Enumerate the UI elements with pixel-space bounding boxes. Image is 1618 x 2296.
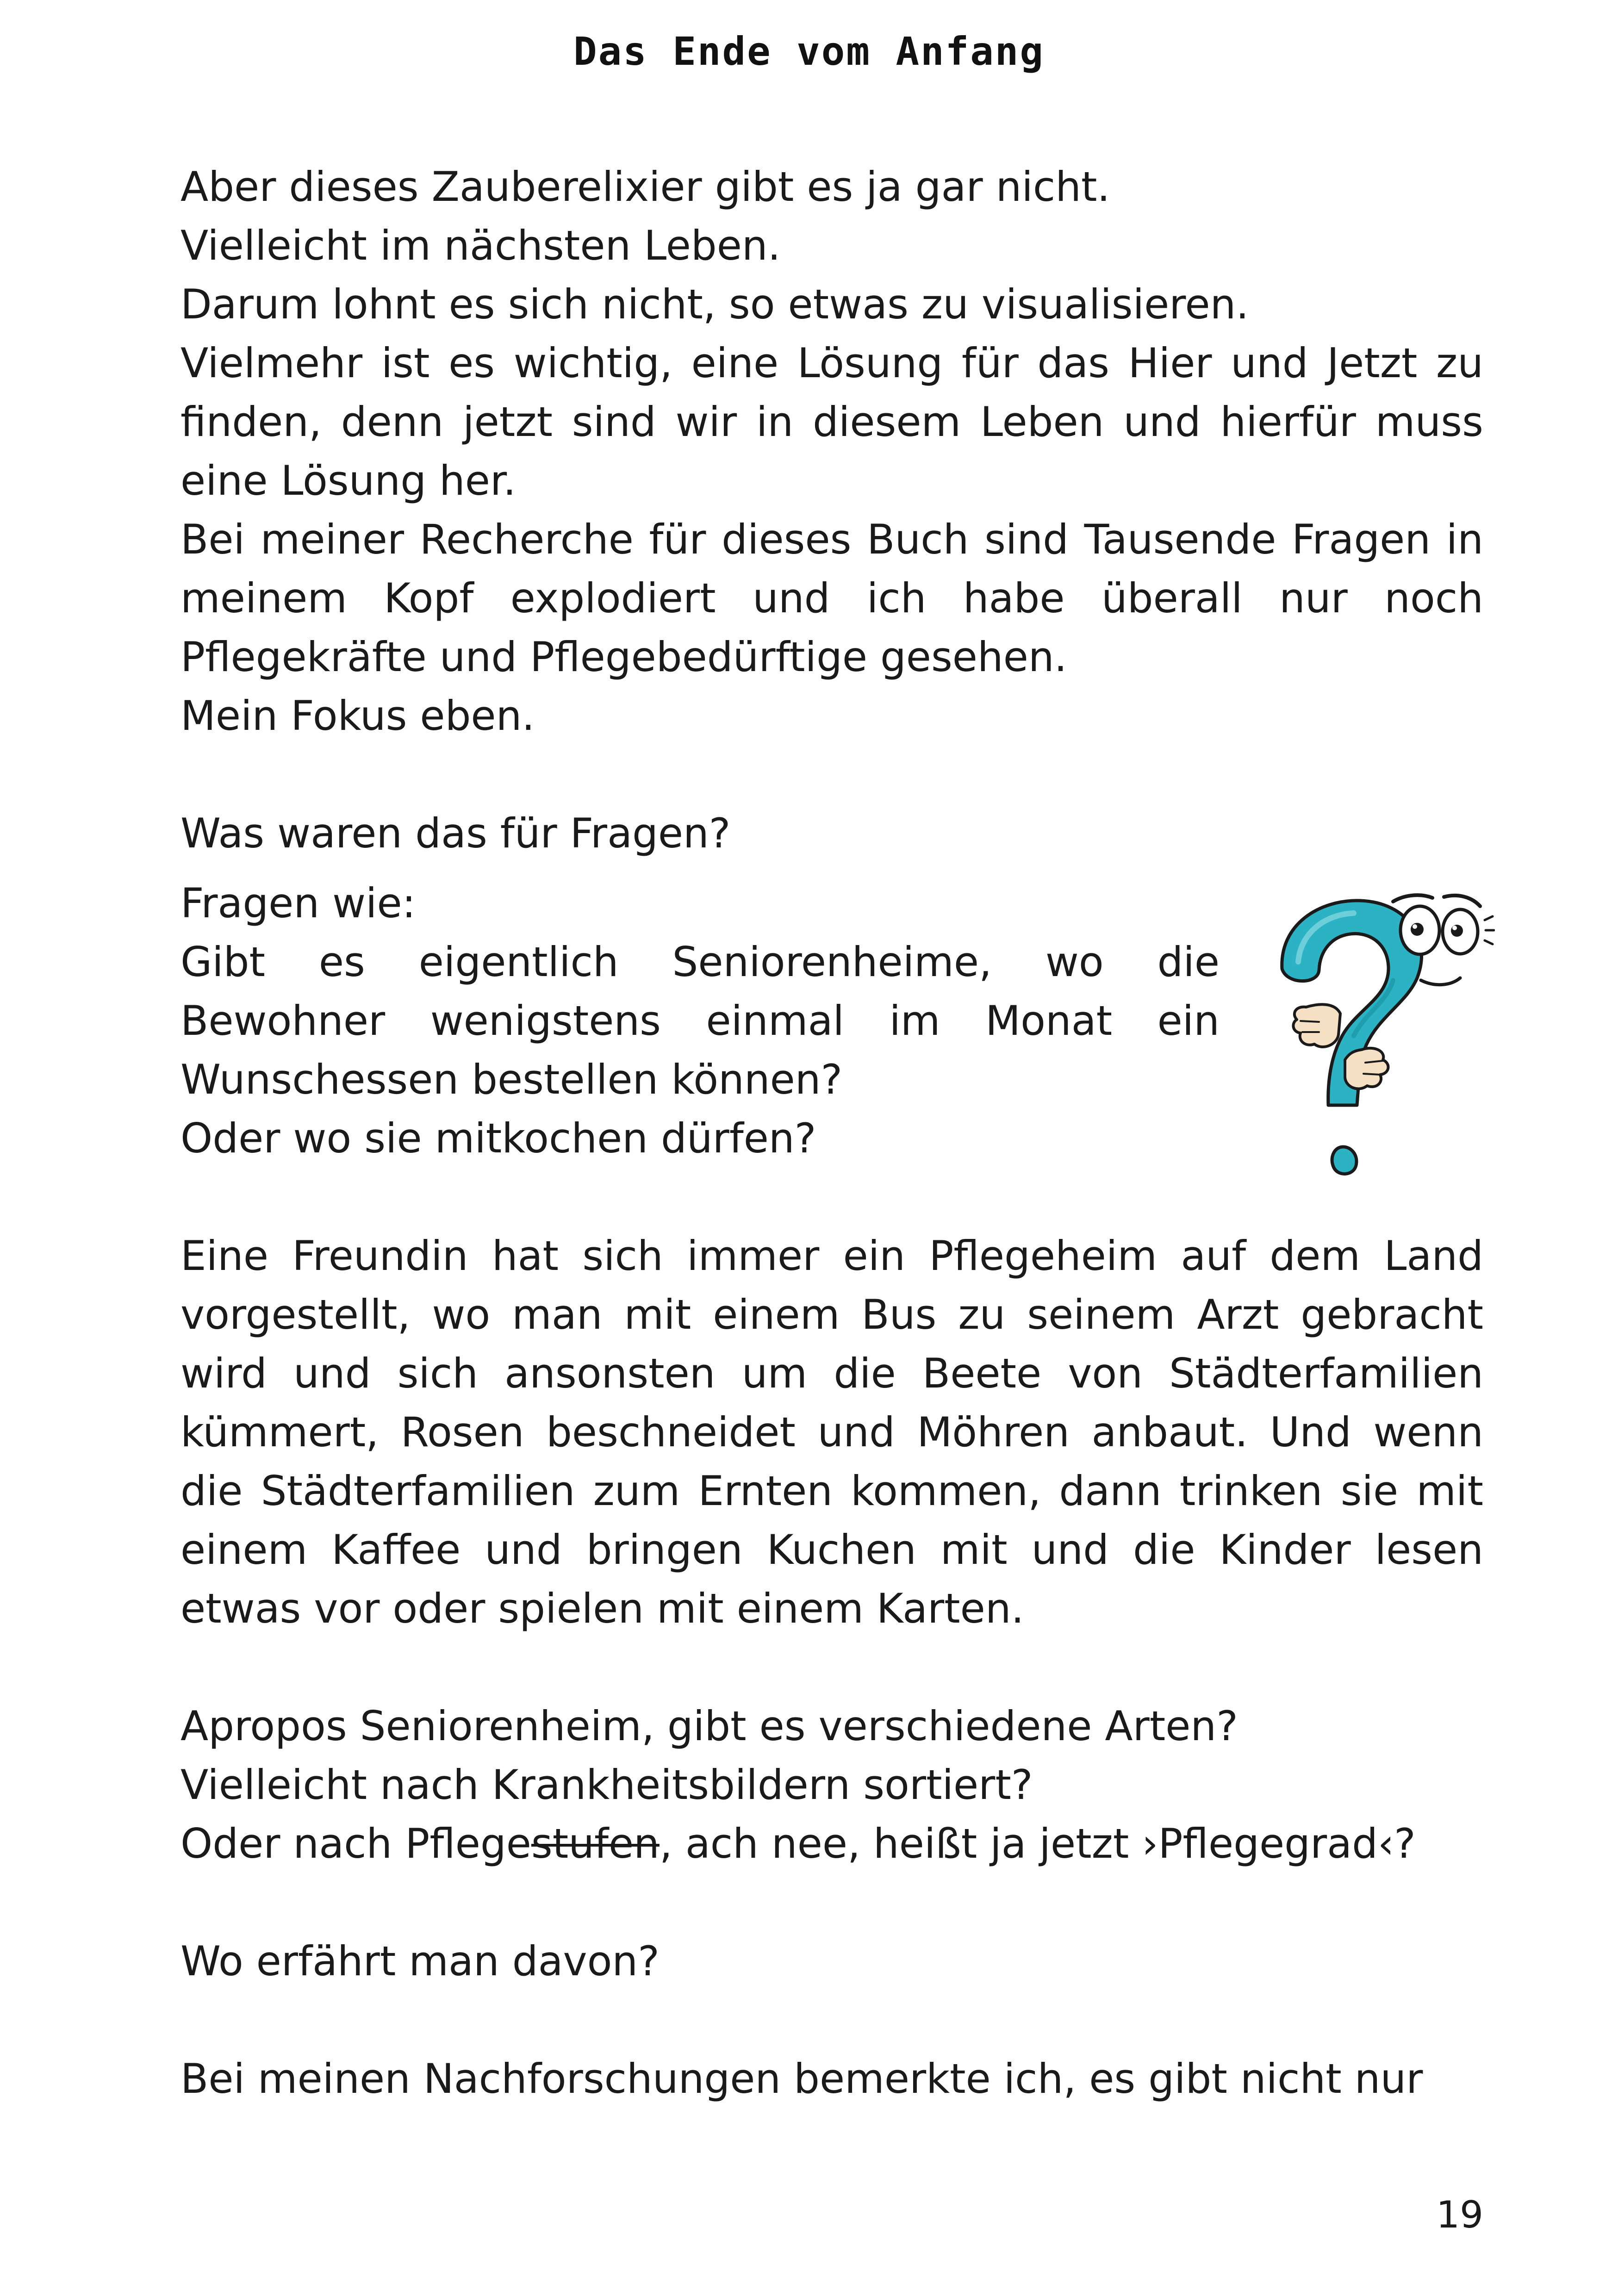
- paragraph: Oder wo sie mitkochen dürfen?: [180, 1114, 816, 1162]
- paragraph: Vielleicht im nächsten Leben.: [180, 222, 781, 269]
- running-title: Das Ende vom Anfang: [573, 29, 1045, 74]
- paragraph: Eine Freundin hat sich immer ein Pflegeheim auf dem Land vorgestellt, wo man mit einem Bus zu seinem Arzt gebracht wird und sich ansonsten um die Beete von Städterfamilien kümmert, Rosen beschneidet und Möhren anbaut. Und wenn die Städterfamilien zum Ernten kommen, dann trinken sie mit einem Kaffee und bringen Kuchen mit und die Kinder lesen etwas vor oder spielen mit einem Karten.: [180, 1232, 1483, 1632]
- question-mark-character-icon: [1254, 888, 1495, 1193]
- paragraph: Aber dieses Zauberelixier gibt es ja gar nicht.: [180, 163, 1110, 211]
- paragraph: Was waren das für Fragen?: [180, 809, 731, 857]
- paragraph: Wo erfährt man davon?: [180, 1937, 660, 1985]
- text-segment: Oder nach Pflege: [180, 1820, 531, 1867]
- paragraph: Fragen wie:: [180, 879, 416, 927]
- text-segment: , ach nee, heißt ja jetzt ›Pflegegrad‹?: [659, 1820, 1416, 1867]
- paragraph: Mein Fokus eben.: [180, 692, 535, 740]
- paragraph: Apropos Seniorenheim, gibt es verschiedene Arten?: [180, 1702, 1238, 1750]
- paragraph: Darum lohnt es sich nicht, so etwas zu visualisieren.: [180, 280, 1249, 328]
- page-number: 19: [1436, 2193, 1483, 2236]
- paragraph: Vielmehr ist es wichtig, eine Lösung für das Hier und Jetzt zu finden, denn jetzt sind wir in diesem Leben und hierfür muss eine Lösung her.: [180, 339, 1483, 504]
- paragraph: Gibt es eigentlich Seniorenheime, wo die Bewohner wenigstens einmal im Monat ein Wunschessen bestellen können?: [180, 938, 1220, 1103]
- paragraph-with-strikethrough: [180, 1814, 1483, 1873]
- page-body: [180, 157, 1483, 2108]
- paragraph: Bei meinen Nachforschungen bemerkte ich, es gibt nicht nur: [180, 2055, 1423, 2103]
- struck-text: stufen: [531, 1820, 660, 1867]
- paragraph: Vielleicht nach Krankheitsbildern sortiert?: [180, 1761, 1033, 1809]
- questions-section: [180, 874, 1483, 1168]
- paragraph: Bei meiner Recherche für dieses Buch sind Tausende Fragen in meinem Kopf explodiert und ich habe überall nur noch Pflegekräfte und Pflegebedürftige gesehen.: [180, 516, 1483, 681]
